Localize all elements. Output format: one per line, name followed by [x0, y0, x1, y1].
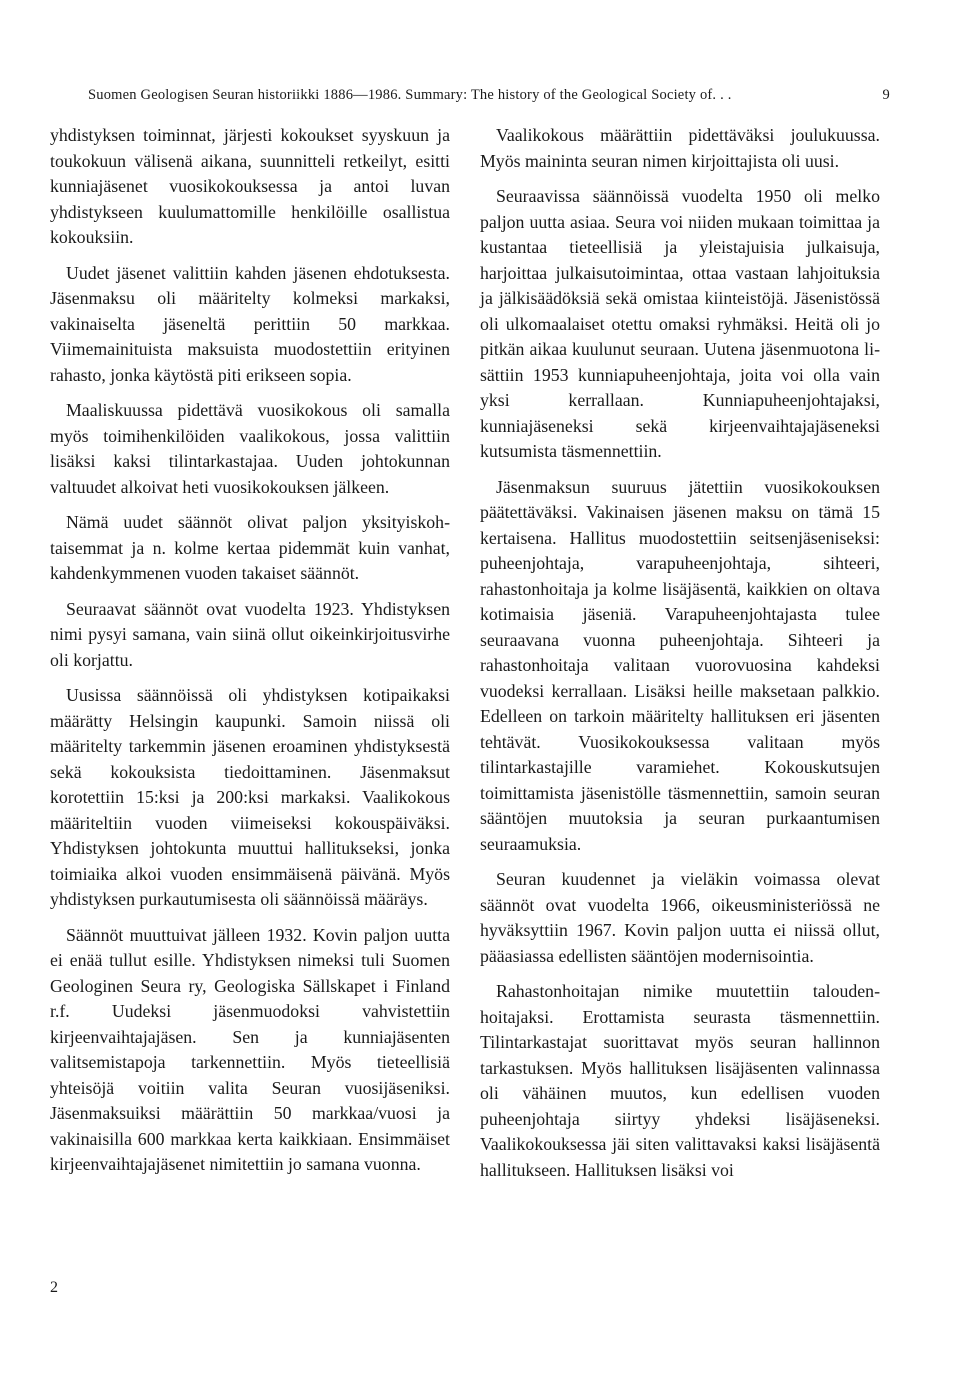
paragraph: Vaalikokous määrättiin pidettäväksi joulukuussa. Myös maininta seuran nimen kirjoittajista oli uusi. — [480, 125, 880, 171]
right-column — [480, 123, 880, 1193]
paragraph: Seuraavissa säännöissä vuodelta 1950 oli melko paljon uutta asiaa. Seura voi niiden mukaan toimittaa ja kustantaa tieteellisiä ja yleistajuisia julkaisuja, harjoittaa julkaisutoimintaa, ottaa vastaan lahjoituksia ja jälkisäädöksiä sekä omistaa kiinteistöjä. Jäsenistössä oli ulkomaalaiset otettu omaksi ryhmäksi. Heitä oli jo pitkän aikaa kuulunut seuraan. Uutena jäsenmuotona lisättiin 1953 kunniapuheenjohtaja, joita voi olla vain yksi kerrallaan. Kunniapuheenjohtajaksi, kunniajäseneksi sekä kirjeenvaihtajajäseneksi kutsumista täsmennettiin. — [480, 186, 880, 461]
running-title: Suomen Geologisen Seuran historiikki 1886—1986. Summary: The history of the Geological Society of. . . — [88, 87, 732, 103]
paragraph: Uudet jäsenet valittiin kahden jäsenen ehdotuksesta. Jäsenmaksu oli määritelty kolmeksi markaksi, vakinaiselta jäseneltä perittiin 50 markkaa. Viimemainituista maksuista muodostettiin erityinen rahasto, jonka käytöstä piti erikseen sopia. — [50, 262, 450, 385]
left-column — [50, 123, 450, 1188]
paragraph: Uusissa säännöissä oli yhdistyksen kotipaikaksi määrätty Helsingin kaupunki. Samoin niissä oli määritelty tarkemmin jäsenen eroaminen yhdistyksestä sekä kokouksista tiedoittaminen. Jäsenmaksut korotettiin 15:ksi ja 200:ksi markaksi. Vaalikokous määriteltiin vuoden viimeiseksi kokouspäiväksi. Yhdistyksen johtokunta muuttui hallitukseksi, jonka toimiaika alkoi vuoden ensimmäisenä päivänä. Myös yhdistyksen purkautumisesta oli säännöissä määräys. — [50, 685, 450, 909]
paragraph: Seuraavat säännöt ovat vuodelta 1923. Yhdistyksen nimi pysyi samana, vain siinä ollut oikeinkirjoitusvirhe oli korjattu. — [50, 598, 450, 670]
page-number: 9 — [882, 87, 890, 103]
paragraph: Säännöt muuttuivat jälleen 1932. Kovin paljon uutta ei enää tullut esille. Yhdistyksen nimeksi tuli Suomen Geologinen Seura ry, Geologiska Sällskapet i Finland r.f. Uudeksi jäsenmuodoksi vahvistettiin kirjeenvaihtajajäsen. Sen ja kunniajäsenten valitsemistapoja tarkennettiin. Myös tieteellisiä yhteisöjä voitiin valita Seuran vuosijäseniksi. Jäsenmaksuiksi määrättiin 50 markkaa/vuosi ja vakinaisilla 600 markkaa kerta kaikkiaan. Ensimmäiset kirjeenvaihtajajäsenet nimitettiin jo samana vuonna. — [50, 924, 450, 1174]
running-header — [88, 87, 890, 104]
marginal-number: 2 — [50, 1279, 58, 1296]
paragraph: Jäsenmaksun suuruus jätettiin vuosikokouksen päätettäväksi. Vakinaisen jäsenen maksu on tämä 15 kertaisena. Hallitus muodostettiin seitsenjäseniseksi: puheenjohtaja, varapuheenjohtaja, sihteeri, rahastonhoitaja ja kolme lisäjäsentä, kaikkien on oltava kotimaisia jäseniä. Varapuheenjohtajasta tulee seuraavana vuonna puheenjohtaja. Sihteeri ja rahastonhoitaja valitaan vuorovuosina kahdeksi vuodeksi kerrallaan. Lisäksi heille maksetaan palkkio. Edelleen on tarkoin määritelty hallituksen eri jäsenten tehtävät. Vuosikokouksessa valitaan myös tilintarkastajille varamiehet. Kokouskutsujen toimittamista jäsenistölle täsmennettiin, samoin seuran sääntöjen muutoksia ja seuran purkaantumisen seuraamuksia. — [480, 476, 880, 854]
paragraph: yhdistyksen toiminnat, järjesti kokoukset syyskuun ja toukokuun välisenä aikana, suunnitteli retkeilyt, esitti kunniajäsenet vuosikokouksessa ja antoi luvan yhdistykseen kuulumattomille henkilöille osallistua kokouksiin. — [50, 125, 450, 247]
paragraph: Seuran kuudennet ja vieläkin voimassa olevat säännöt ovat vuodelta 1966, oikeusministeriössä ne hyväksyttiin 1967. Kovin paljon uutta ei niissä ollut, pääasiassa edellisten sääntöjen modernisointia. — [480, 869, 880, 966]
paragraph: Maaliskuussa pidettävä vuosikokous oli samalla myös toimihenkilöiden vaalikokous, jossa valittiin lisäksi kaksi tilintarkastajaa. Uuden johtokunnan valtuudet alkoivat heti vuosikokouksen jälkeen. — [50, 400, 450, 497]
paragraph: Rahastonhoitajan nimike muutettiin taloudenhoitajaksi. Erottamista seurasta täsmennettiin. Tilintarkastajat suorittavat myös seuran hallinnon tarkastuksen. Myös hallituksen lisäjäsenten valinnassa oli vähäinen muutos, kun edellisen vuoden puheenjohtaja siirtyy yhdeksi lisäjäseneksi. Vaalikokouksessa jäi siten valittavaksi kaksi lisäjäsentä hallitukseen. Hallituksen lisäksi voi — [480, 981, 880, 1180]
paragraph: Nämä uudet säännöt olivat paljon yksityiskohtaisemmat ja n. kolme kertaa pidemmät kuin vanhat, kahdenkymmenen vuoden takaiset säännöt. — [50, 512, 450, 583]
